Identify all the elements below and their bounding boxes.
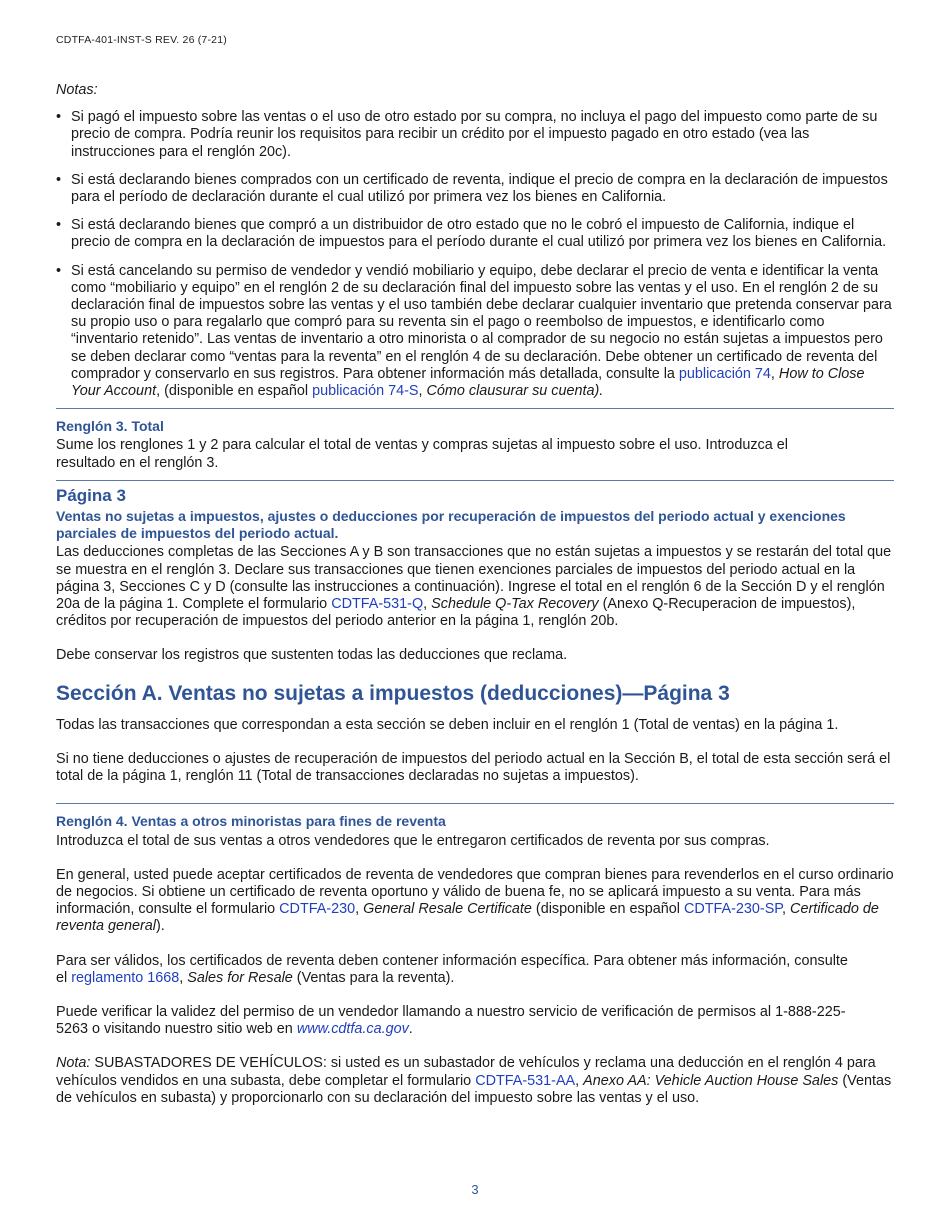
seccion-a-paragraph-1: Todas las transacciones que correspondan a esta sección se deben incluir en el renglón 1 (Total de ventas) en la página 1. bbox=[56, 716, 839, 733]
link-cdtfa-531-q[interactable]: CDTFA-531-Q bbox=[331, 596, 424, 613]
seccion-a-paragraph-2: Si no tiene deducciones o ajustes de recuperación de impuestos del periodo actual en la Sección B, el total de esta sección será el total de la página 1, renglón 11 (Total de transacciones declaradas no sujetas a impuestos). bbox=[56, 750, 891, 785]
seccion-a-heading: Sección A. Ventas no sujetas a impuestos (deducciones)—Página 3 bbox=[56, 681, 730, 705]
pagina3-heading: Página 3 bbox=[56, 485, 126, 505]
divider bbox=[56, 803, 894, 804]
page-number: 3 bbox=[471, 1182, 479, 1197]
notes-title: Notas: bbox=[56, 82, 98, 98]
link-cdtfa-230[interactable]: CDTFA-230 bbox=[279, 901, 356, 918]
bullet-icon: • bbox=[56, 262, 62, 279]
document-body bbox=[56, 82, 894, 1107]
notes-list bbox=[56, 109, 894, 400]
link-cdtfa-230-sp[interactable]: CDTFA-230-SP bbox=[683, 901, 783, 918]
renglon4-heading: Renglón 4. Ventas a otros minoristas para fines de reventa bbox=[56, 813, 446, 830]
note-item-1: • Si pagó el impuesto sobre las ventas o el uso de otro estado por su compra, no incluya el pago del impuesto como parte de su precio de compra. Podría reunir los requisitos para recibir un crédito por el impuesto pagado en otro estado (vea las instrucciones para el renglón 20c). bbox=[56, 109, 878, 160]
note-label: Nota: bbox=[56, 1055, 91, 1072]
renglon4-note: Nota: SUBASTADORES DE VEHÍCULOS: si usted es un subastador de vehículos y reclama una deducción en el renglón 4 para vehículos vendidos en una subasta, debe completar el formulario CDTFA-531-AA, Anexo AA: Vehicle Auction House Sales (Ventas de vehículos en subasta) y proporcionarlo con su declaración del impuesto sobre las ventas y el uso. bbox=[56, 1055, 892, 1106]
note-item-3: • Si está declarando bienes que compró a un distribuidor de otro estado que no le cobró el impuesto de California, indique el precio de compra en la declaración de impuestos para el período durante el cual utilizó por primera vez los bienes en California. bbox=[56, 217, 887, 251]
link-cdtfa-531-aa[interactable]: CDTFA-531-AA bbox=[475, 1072, 576, 1089]
pagina3-subheading: Ventas no sujetas a impuestos, ajustes o deducciones por recuperación de impuestos del periodo actual y exenciones parciales de impuestos del periodo actual. bbox=[56, 508, 846, 542]
bullet-icon: • bbox=[56, 109, 62, 126]
link-publicacion-74-s[interactable]: publicación 74-S bbox=[312, 383, 419, 400]
divider bbox=[56, 408, 894, 409]
pagina3-paragraph-2: Debe conservar los registros que sustenten todas las deducciones que reclama. bbox=[56, 647, 568, 664]
form-id-header: CDTFA-401-INST-S REV. 26 (7-21) bbox=[56, 34, 227, 46]
link-publicacion-74[interactable]: publicación 74 bbox=[678, 365, 771, 382]
pagina3-paragraph-1: Las deducciones completas de las Secciones A y B son transacciones que no están sujetas a impuestos y se restarán del total que se muestra en el renglón 3. Declare sus transacciones que tienen exenciones parciales de impuestos del periodo actual en la página 3, Secciones C y D (consulte las instrucciones a continuación). Ingrese el total en el renglón 6 de la Sección D y el renglón 20a de la página 1. Complete el formulario CDTFA-531-Q, Schedule Q-Tax Recovery (Anexo Q-Recuperacion de impuestos), créditos por recuperación de impuestos del periodo anterior en la página 1, renglón 20b. bbox=[56, 544, 892, 630]
link-reglamento-1668[interactable]: reglamento 1668 bbox=[71, 969, 180, 986]
link-cdtfa-website[interactable]: www.cdtfa.ca.gov bbox=[296, 1021, 409, 1038]
renglon4-paragraph-4: Puede verificar la validez del permiso de un vendedor llamando a nuestro servicio de verificación de permisos al 1-888-225-5263 o visitando nuestro sitio web en www.cdtfa.ca.gov. bbox=[56, 1003, 846, 1038]
renglon4-paragraph-2: En general, usted puede aceptar certificados de reventa de vendedores que compran bienes para revenderlos en el curso ordinario de negocios. Si obtiene un certificado de reventa oportuno y válido de buena fe, no se aplicará impuesto a su venta. Para más información, consulte el formulario CDTFA-230, General Resale Certificate (disponible en español CDTFA-230-SP, Certificado de reventa general). bbox=[56, 866, 894, 935]
renglon4-paragraph-1: Introduzca el total de sus ventas a otros vendedores que le entregaron certificados de reventa por sus compras. bbox=[56, 832, 770, 849]
pub74-title: How to Close Your Account bbox=[71, 365, 865, 400]
bullet-icon: • bbox=[56, 217, 62, 234]
pub74s-title: Cómo clausurar su cuenta). bbox=[426, 383, 604, 400]
bullet-icon: • bbox=[56, 171, 62, 188]
divider bbox=[56, 480, 894, 481]
note-item-2: • Si está declarando bienes comprados con un certificado de reventa, indique el precio de compra en la declaración de impuestos para el período de declaración durante el cual utilizó por primera vez los bienes en California. bbox=[56, 171, 888, 206]
note-item-4: • Si está cancelando su permiso de vendedor y vendió mobiliario y equipo, debe declarar el precio de venta e identificar la venta como “mobiliario y equipo” en el renglón 2 de su declaración final del impuesto sobre las ventas y el uso. En el renglón 2 de su declaración final de impuestos sobre las ventas y el uso también debe declarar cualquier inventario que pretenda conservar para su propio uso o para regalarlo que compró para su reventa sin el pago o reembolso de impuestos, e identificarlo como “inventario retenido”. Las ventas de inventario a otro minorista o al comprador de su negocio no están sujetas a impuestos pero se deben declarar como “ventas para la reventa” en el renglón 4 de su declaración. Debe obtener un certificado de reventa del comprador y conservarlo en sus registros. Para obtener información más detallada, consulte la publicación 74, How to Close Your Account, (disponible en español publicación 74-S, Cómo clausurar su cuenta). bbox=[56, 262, 892, 400]
renglon4-paragraph-3: Para ser válidos, los certificados de reventa deben contener información específica. Para obtener más información, consulte el reglamento 1668, Sales for Resale (Ventas para la reventa). bbox=[56, 952, 848, 986]
renglon3-text: Sume los renglones 1 y 2 para calcular el total de ventas y compras sujetas al impuesto sobre el uso. Introduzca el resultado en el renglón 3. bbox=[56, 437, 788, 471]
renglon3-heading: Renglón 3. Total bbox=[56, 418, 164, 435]
